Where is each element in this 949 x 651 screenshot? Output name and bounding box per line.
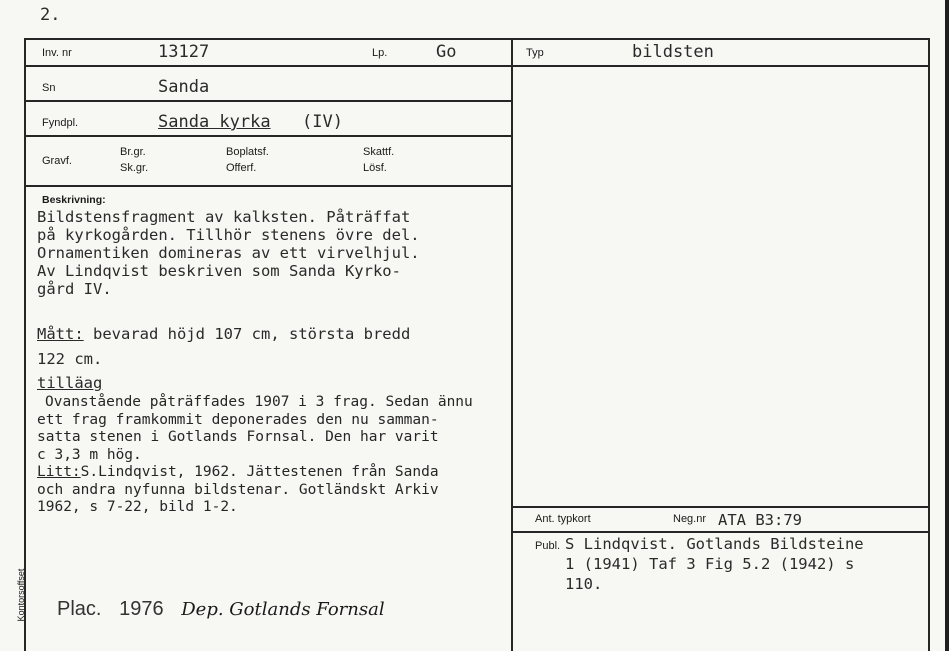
tillagg-label: tilläag <box>37 374 103 392</box>
beskrivning-text <box>37 208 420 298</box>
matt-line2: 122 cm. <box>37 350 103 368</box>
negnr-label: Neg.nr <box>673 513 707 525</box>
litt-text <box>37 464 439 517</box>
plac-handwriting: Dep. Gotlands Fornsal <box>181 599 385 620</box>
litt-line: S.Lindqvist, 1962. Jättestenen från Sanda <box>80 464 439 480</box>
plac-label: Plac. <box>57 598 102 620</box>
beskrivning-line: gård IV. <box>37 280 112 298</box>
beskrivning-line: Av Lindqvist beskriven som Sanda Kyrko- <box>37 262 401 280</box>
boplatsf-label: Boplatsf. <box>226 146 269 158</box>
middle-divider <box>511 38 513 651</box>
inv-nr-label: Inv. nr <box>42 47 72 59</box>
publ-line1: S Lindqvist. Gotlands Bildsteine <box>565 535 864 553</box>
sn-label: Sn <box>42 82 56 94</box>
tillagg-line: satta stenen i Gotlands Fornsal. Den har varit <box>37 429 439 445</box>
tillagg-line: ett frag framkommit deponerades den nu samman- <box>37 411 439 428</box>
publ-line2: 1 (1941) Taf 3 Fig 5.2 (1942) s <box>565 555 855 573</box>
matt-text: bevarad höjd 107 cm, största bredd <box>93 325 411 343</box>
litt-line: 1962, s 7-22, bild 1-2. <box>37 499 238 515</box>
sn-value: Sanda <box>158 77 210 97</box>
tillagg-text <box>37 394 473 464</box>
beskrivning-line: på kyrkogården. Tillhör stenens övre del. <box>37 226 420 244</box>
publ-line3: 110. <box>565 575 603 593</box>
litt-line: och andra nyfunna bildstenar. Gotländskt Arkiv <box>37 481 439 498</box>
inv-nr-value: 13127 <box>158 42 210 62</box>
right-border <box>928 38 930 651</box>
tillagg-line: c 3,3 m hög. <box>37 446 142 463</box>
tillagg-line: Ovanstående påträffades 1907 i 3 frag. Sedan ännu <box>45 394 473 410</box>
card-number: 2. <box>40 5 61 25</box>
row-sep-3 <box>24 135 513 137</box>
right-sep-ant <box>511 506 930 508</box>
beskrivning-label: Beskrivning: <box>42 194 106 206</box>
negnr-value: ATA B3:79 <box>718 511 802 529</box>
publ-label: Publ. <box>535 540 561 552</box>
right-sep-top <box>511 65 930 67</box>
litt-label: Litt: <box>37 464 81 480</box>
right-sep-publ <box>511 531 930 533</box>
row-sep-2 <box>24 100 513 102</box>
fyndpl-extra: (IV) <box>302 112 343 132</box>
fyndpl-label: Fyndpl. <box>42 117 79 129</box>
matt-label: Mått: <box>37 325 84 343</box>
brgr-label: Br.gr. <box>120 146 146 158</box>
plac-year: 1976 <box>119 598 164 620</box>
row-sep-4 <box>24 185 513 187</box>
losf-label: Lösf. <box>363 162 387 174</box>
plac-row <box>57 598 385 621</box>
offerf-label: Offerf. <box>226 162 257 174</box>
skgr-label: Sk.gr. <box>120 162 149 174</box>
printer-mark: Kontorsoffset <box>16 568 26 622</box>
lp-label: Lp. <box>372 47 388 59</box>
typ-label: Typ <box>526 47 544 59</box>
row-sep-1 <box>24 65 513 67</box>
ant-typkort-label: Ant. typkort <box>535 513 591 525</box>
beskrivning-line: Bildstensfragment av kalksten. Påträffat <box>37 208 411 226</box>
lp-value: Go <box>436 42 457 62</box>
beskrivning-line: Ornamentiken domineras av ett virvelhjul. <box>37 244 420 262</box>
gravf-label: Gravf. <box>42 155 72 167</box>
skattf-label: Skattf. <box>363 146 395 158</box>
typ-value: bildsten <box>632 42 714 62</box>
fyndpl-value: Sanda kyrka <box>158 112 271 132</box>
matt-line1 <box>37 325 410 343</box>
top-border <box>24 38 930 40</box>
